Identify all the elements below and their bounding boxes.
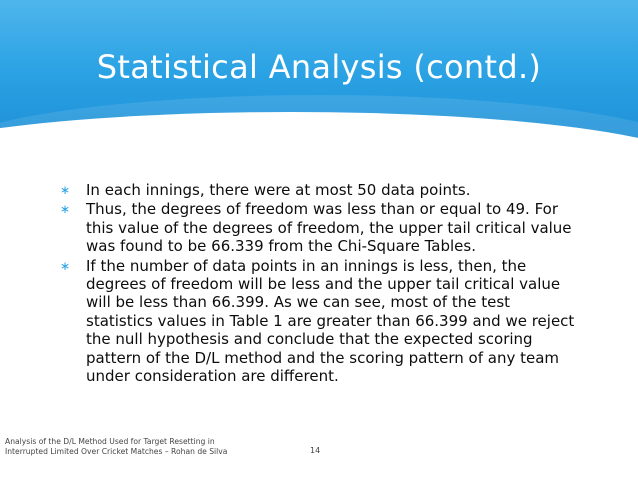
asterisk-bullet-icon: ∗ [60, 202, 71, 217]
bullet-item [60, 257, 580, 386]
asterisk-bullet-icon: ∗ [60, 258, 71, 273]
slide-title: Statistical Analysis (contd.) [96, 48, 542, 86]
bullet-text: If the number of data points in an innings is less, then, the degrees of freedom will be less and the upper tail critical value will be less than 66.399. As we can see, most of the test statistics values in Table 1 are greater than 66.399 and we reject the null hypothesis and conclude that the expected scoring pattern of the D/L method and the scoring pattern of any team under consideration are different. [86, 256, 575, 386]
page-number: 14 [310, 446, 321, 455]
footer-line: Interrupted Limited Over Cricket Matches – Rohan de Silva [5, 447, 228, 456]
asterisk-bullet-icon: ∗ [60, 183, 71, 197]
bullet-text: In each innings, there were at most 50 data points. [86, 181, 471, 199]
bullet-item [60, 181, 580, 199]
footer-citation [5, 437, 255, 457]
bullet-text: Thus, the degrees of freedom was less than or equal to 49. For this value of the degrees of freedom, the upper tail critical value was found to be 66.339 from the Chi-Square Tables. [86, 200, 572, 256]
bullet-list [60, 181, 580, 386]
footer-line: Analysis of the D/L Method Used for Target Resetting in [5, 437, 215, 446]
bullet-item [60, 200, 580, 255]
slide-header [0, 0, 638, 145]
